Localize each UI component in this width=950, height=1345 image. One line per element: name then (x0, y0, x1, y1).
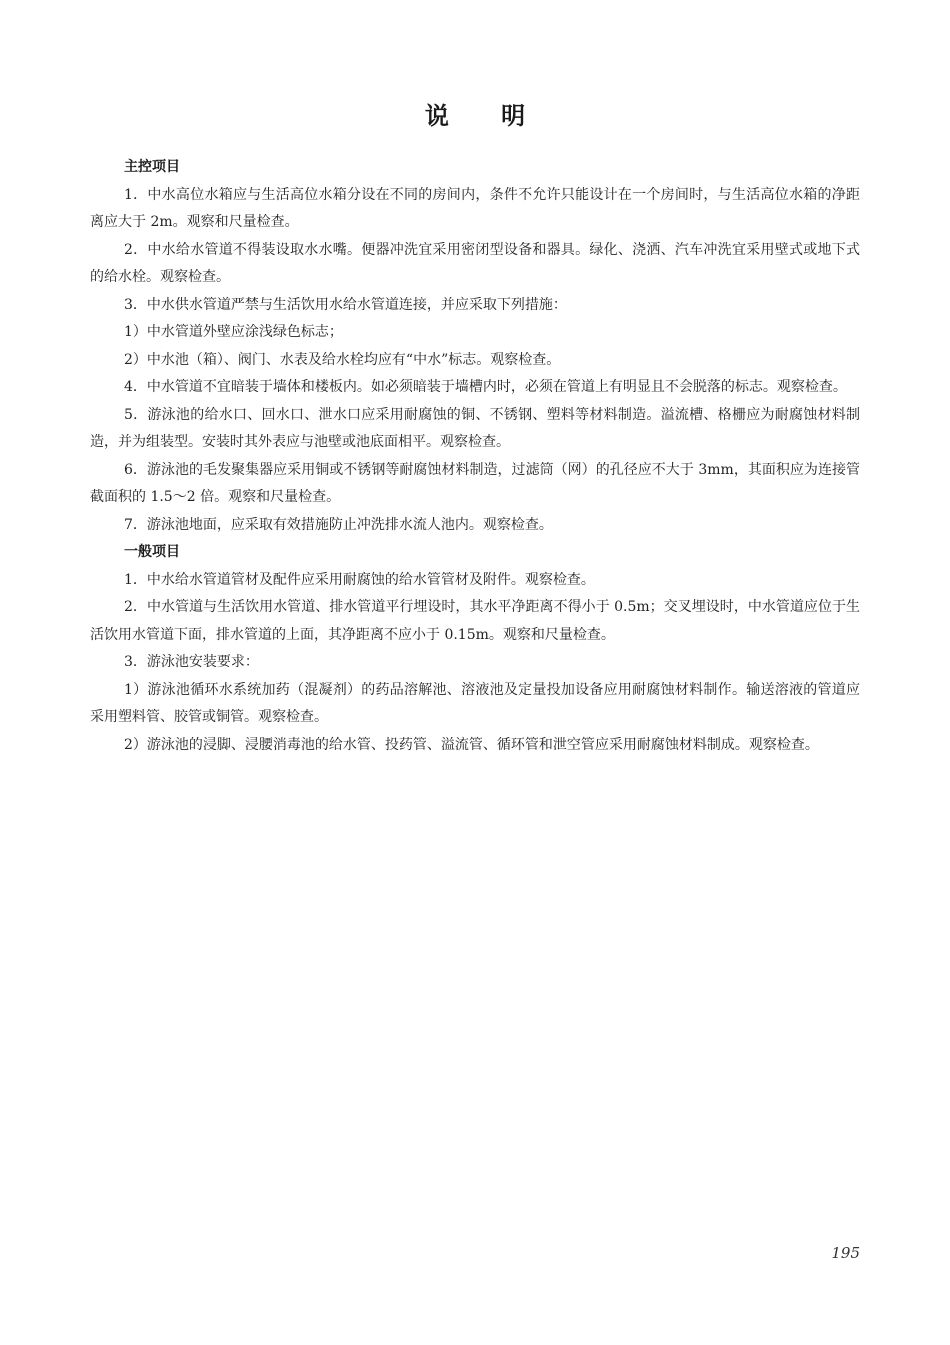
paragraph: 2．中水管道与生活饮用水管道、排水管道平行埋设时，其水平净距离不得小于 0.5m；交叉埋设时，中水管道应位于生活饮用水管道下面，排水管道的上面，其净距离不应小于 0.15m。观察和尺量检查。 (90, 599, 860, 643)
paragraph: 2）中水池（箱）、阀门、水表及给水栓均应有“中水”标志。观察检查。 (124, 351, 561, 368)
section-main-control (90, 154, 860, 539)
paragraph: 1．中水高位水箱应与生活高位水箱分设在不同的房间内，条件不允许只能设计在一个房间时，与生活高位水箱的净距离应大于 2m。观察和尺量检查。 (90, 186, 860, 230)
paragraph: 4．中水管道不宜暗装于墙体和楼板内。如必须暗装于墙槽内时，必须在管道上有明显且不会脱落的标志。观察检查。 (124, 379, 847, 395)
page-number: 195 (831, 1244, 860, 1262)
paragraph: 2．中水给水管道不得装设取水水嘴。便器冲洗宜采用密闭型设备和器具。绿化、浇洒、汽车冲洗宜采用壁式或地下式的给水栓。观察检查。 (90, 241, 860, 285)
section-general (90, 539, 860, 759)
paragraph: 3．游泳池安装要求： (124, 654, 259, 670)
content-body (90, 154, 860, 759)
paragraph: 2）游泳池的浸脚、浸腰消毒池的给水管、投药管、溢流管、循环管和泄空管应采用耐腐蚀材料制成。观察检查。 (124, 736, 819, 753)
paragraph: 1）游泳池循环水系统加药（混凝剂）的药品溶解池、溶液池及定量投加设备应用耐腐蚀材料制作。输送溶液的管道应采用塑料管、胶管或铜管。观察检查。 (90, 681, 860, 725)
paragraph: 1）中水管道外壁应涂浅绿色标志； (124, 324, 343, 340)
paragraph: 7．游泳池地面，应采取有效措施防止冲洗排水流人池内。观察检查。 (124, 516, 553, 533)
page-title: 说 明 (424, 102, 548, 130)
paragraph: 5．游泳池的给水口、回水口、泄水口应采用耐腐蚀的铜、不锈钢、塑料等材料制造。溢流槽、格栅应为耐腐蚀材料制造，并为组装型。安装时其外表应与池壁或池底面相平。观察检查。 (90, 406, 860, 450)
section-heading: 一般项目 (124, 544, 180, 560)
paragraph: 1．中水给水管道管材及配件应采用耐腐蚀的给水管管材及附件。观察检查。 (124, 571, 595, 588)
section-heading: 主控项目 (124, 159, 180, 175)
paragraph: 3．中水供水管道严禁与生活饮用水给水管道连接，并应采取下列措施： (124, 296, 567, 313)
paragraph: 6．游泳池的毛发聚集器应采用铜或不锈钢等耐腐蚀材料制造，过滤筒（网）的孔径应不大于 3mm，其面积应为连接管截面积的 1.5～2 倍。观察和尺量检查。 (90, 461, 860, 505)
